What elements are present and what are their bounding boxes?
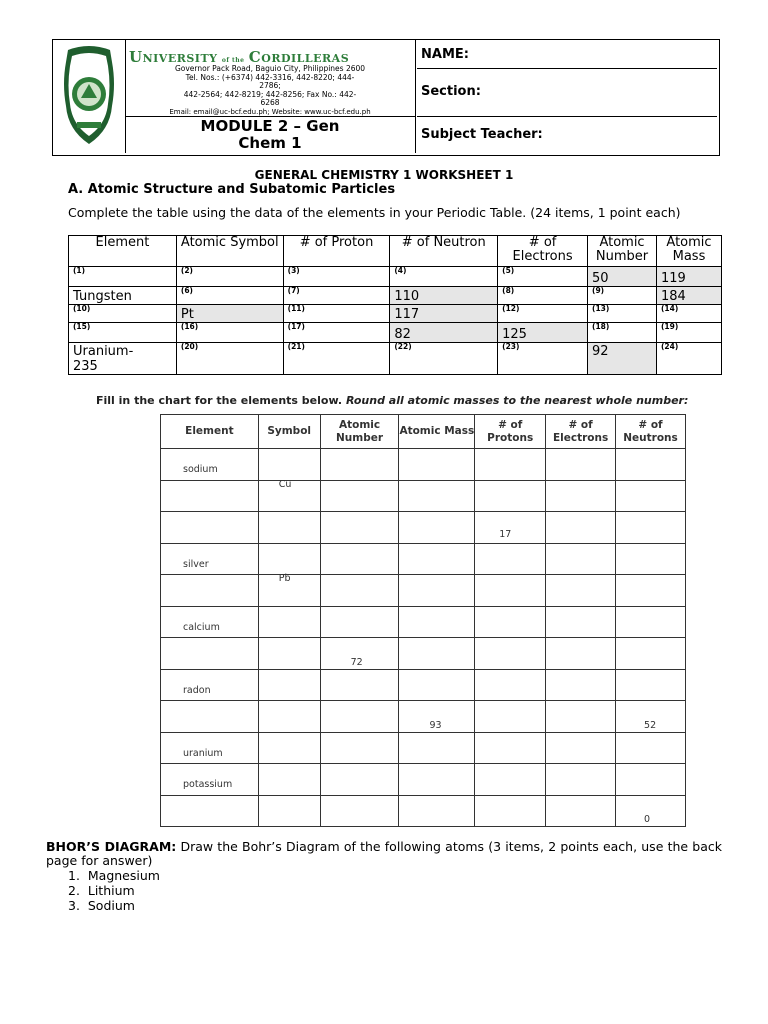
item-number: (14) bbox=[660, 304, 679, 313]
table-cell[interactable] bbox=[546, 638, 616, 670]
table-cell[interactable] bbox=[498, 267, 588, 287]
table-cell[interactable] bbox=[390, 267, 498, 287]
table-cell[interactable] bbox=[176, 323, 283, 343]
cell-value: sodium bbox=[183, 464, 218, 475]
table-cell[interactable] bbox=[588, 305, 657, 323]
subject-teacher-label: Subject Teacher: bbox=[421, 127, 543, 142]
university-initial-c: C bbox=[248, 48, 262, 66]
name-label: NAME: bbox=[421, 47, 469, 62]
item-number: (22) bbox=[394, 342, 412, 351]
column-header: Atomic Symbol bbox=[176, 236, 283, 267]
table-cell[interactable] bbox=[616, 669, 686, 701]
cell-value: 52 bbox=[644, 720, 657, 731]
column-header: # of Protons bbox=[475, 415, 546, 449]
item-number: (18) bbox=[592, 322, 610, 331]
table-cell[interactable] bbox=[475, 449, 546, 481]
table-row bbox=[161, 575, 686, 607]
bohr-text: Draw the Bohr’s Diagram of the following atoms (3 items, 2 points each, use the back page for answer) bbox=[46, 839, 722, 868]
table-cell[interactable] bbox=[546, 795, 616, 827]
table-cell[interactable] bbox=[616, 449, 686, 481]
cell-value: 117 bbox=[394, 307, 420, 322]
table-cell bbox=[258, 480, 320, 512]
item-number: (4) bbox=[394, 266, 407, 275]
fill-chart-title-plain: Fill in the chart for the elements below. bbox=[96, 394, 343, 407]
item-number: (10) bbox=[73, 304, 91, 313]
fill-chart-title bbox=[96, 394, 688, 407]
cell-value: Uranium-235 bbox=[73, 344, 134, 374]
table-cell[interactable] bbox=[320, 449, 399, 481]
cell-value: 184 bbox=[660, 289, 686, 304]
item-number: (15) bbox=[73, 322, 91, 331]
cell-value: 72 bbox=[350, 657, 363, 668]
table-cell[interactable] bbox=[475, 606, 546, 638]
table-header-row bbox=[69, 236, 722, 267]
item-number: (5) bbox=[502, 266, 515, 275]
fill-chart-table bbox=[160, 414, 686, 827]
column-header: # of Electrons bbox=[498, 236, 588, 267]
table-cell[interactable] bbox=[161, 512, 259, 544]
item-number: (1) bbox=[73, 266, 86, 275]
table-cell[interactable] bbox=[258, 638, 320, 670]
section-label: Section: bbox=[421, 84, 481, 99]
bohr-instruction bbox=[46, 840, 722, 868]
table-cell[interactable] bbox=[320, 480, 399, 512]
table-cell bbox=[176, 305, 283, 323]
table-cell[interactable] bbox=[320, 764, 399, 796]
table-cell bbox=[616, 701, 686, 733]
item-number: (8) bbox=[502, 286, 515, 295]
table-cell[interactable] bbox=[283, 305, 390, 323]
worksheet-title: GENERAL CHEMISTRY 1 WORKSHEET 1 bbox=[254, 168, 514, 182]
table-row bbox=[161, 764, 686, 796]
contact-line: Email: email@uc-bcf.edu.ph; Website: www.uc-bcf.edu.ph bbox=[169, 108, 371, 116]
table-cell bbox=[588, 267, 657, 287]
cell-value: 0 bbox=[644, 813, 651, 825]
table-cell[interactable] bbox=[498, 343, 588, 375]
table-cell[interactable] bbox=[258, 701, 320, 733]
table-row bbox=[161, 669, 686, 701]
list-item-label: Magnesium bbox=[87, 868, 160, 883]
table-cell[interactable] bbox=[320, 669, 399, 701]
table-cell[interactable] bbox=[258, 449, 320, 481]
table-cell[interactable] bbox=[475, 575, 546, 607]
subject-teacher-field[interactable] bbox=[417, 117, 717, 153]
column-header: Symbol bbox=[258, 415, 320, 449]
table-cell[interactable] bbox=[546, 480, 616, 512]
cell-value: 110 bbox=[394, 289, 420, 304]
name-field[interactable] bbox=[417, 40, 717, 69]
table-cell[interactable] bbox=[320, 512, 399, 544]
table-cell[interactable] bbox=[258, 606, 320, 638]
table-cell[interactable] bbox=[475, 701, 546, 733]
table-cell[interactable] bbox=[258, 512, 320, 544]
table-cell[interactable] bbox=[546, 669, 616, 701]
table-cell[interactable] bbox=[475, 795, 546, 827]
table-row bbox=[69, 287, 722, 305]
table-cell[interactable] bbox=[320, 795, 399, 827]
table-cell bbox=[390, 305, 498, 323]
table-cell bbox=[161, 606, 259, 638]
item-number: (7) bbox=[287, 286, 300, 295]
table-cell[interactable] bbox=[656, 323, 721, 343]
table-cell[interactable] bbox=[283, 323, 390, 343]
table-cell[interactable] bbox=[399, 449, 475, 481]
list-item: 2. Lithium bbox=[68, 883, 135, 898]
table-cell[interactable] bbox=[161, 480, 259, 512]
item-number: (6) bbox=[180, 286, 193, 295]
table-row bbox=[161, 638, 686, 670]
address-line-5: 6268 bbox=[260, 98, 280, 107]
table-cell[interactable] bbox=[546, 606, 616, 638]
column-header: # of Neutron bbox=[390, 236, 498, 267]
table-cell[interactable] bbox=[546, 543, 616, 575]
table-cell[interactable] bbox=[161, 795, 259, 827]
item-number: (23) bbox=[502, 342, 520, 351]
table-cell bbox=[69, 287, 177, 305]
item-number: (11) bbox=[287, 304, 305, 313]
table-cell[interactable] bbox=[176, 343, 283, 375]
table-cell[interactable] bbox=[161, 575, 259, 607]
cell-value: uranium bbox=[183, 747, 223, 759]
table-cell bbox=[588, 343, 657, 375]
list-item-label: Lithium bbox=[87, 883, 135, 898]
cell-value: 93 bbox=[429, 720, 442, 731]
table-cell[interactable] bbox=[320, 732, 399, 764]
table-cell bbox=[390, 323, 498, 343]
table-row bbox=[69, 305, 722, 323]
table-cell[interactable] bbox=[69, 267, 177, 287]
list-item: 3. Sodium bbox=[68, 898, 135, 913]
cell-value: Cu bbox=[278, 478, 292, 490]
table-row bbox=[161, 606, 686, 638]
table-cell[interactable] bbox=[176, 287, 283, 305]
column-header: # of Neutrons bbox=[616, 415, 686, 449]
module-title bbox=[125, 118, 415, 152]
item-number: (13) bbox=[592, 304, 610, 313]
cell-value: calcium bbox=[183, 621, 220, 633]
table-cell bbox=[161, 732, 259, 764]
table-cell bbox=[161, 764, 259, 796]
table-cell[interactable] bbox=[258, 669, 320, 701]
table-cell bbox=[161, 543, 259, 575]
table-cell[interactable] bbox=[475, 638, 546, 670]
table-cell[interactable] bbox=[399, 606, 475, 638]
cell-value: 82 bbox=[394, 327, 411, 342]
table-cell[interactable] bbox=[475, 480, 546, 512]
table-row bbox=[161, 795, 686, 827]
university-word-university: NIVERSITY bbox=[142, 52, 218, 65]
section-field[interactable] bbox=[417, 69, 717, 117]
table-cell[interactable] bbox=[588, 323, 657, 343]
table-cell[interactable] bbox=[498, 305, 588, 323]
table-cell[interactable] bbox=[69, 323, 177, 343]
table-cell[interactable] bbox=[546, 449, 616, 481]
table-cell[interactable] bbox=[498, 287, 588, 305]
item-number: (17) bbox=[287, 322, 305, 331]
list-item: 1. Magnesium bbox=[68, 868, 160, 883]
cell-value: potassium bbox=[183, 779, 233, 790]
table-row bbox=[69, 343, 722, 375]
table-cell[interactable] bbox=[69, 305, 177, 323]
item-number: (2) bbox=[180, 266, 193, 275]
table-cell[interactable] bbox=[588, 287, 657, 305]
table-cell[interactable] bbox=[616, 543, 686, 575]
table-cell[interactable] bbox=[258, 543, 320, 575]
table-cell[interactable] bbox=[258, 795, 320, 827]
table-cell bbox=[616, 795, 686, 827]
item-number: (21) bbox=[287, 342, 305, 351]
table-cell[interactable] bbox=[258, 732, 320, 764]
table-cell[interactable] bbox=[546, 732, 616, 764]
table-cell[interactable] bbox=[399, 575, 475, 607]
column-header: Atomic Mass bbox=[399, 415, 475, 449]
header-box bbox=[52, 39, 720, 156]
cell-value: silver bbox=[183, 558, 209, 570]
table-cell[interactable] bbox=[616, 732, 686, 764]
table-cell[interactable] bbox=[656, 305, 721, 323]
item-number: (12) bbox=[502, 304, 520, 313]
table-cell[interactable] bbox=[616, 512, 686, 544]
table-cell[interactable] bbox=[176, 267, 283, 287]
table-cell[interactable] bbox=[546, 701, 616, 733]
table-cell[interactable] bbox=[283, 287, 390, 305]
table-cell[interactable] bbox=[399, 543, 475, 575]
table-cell bbox=[498, 323, 588, 343]
university-info-cell bbox=[125, 40, 416, 117]
cell-value: Tungsten bbox=[73, 289, 132, 304]
table-cell bbox=[161, 449, 259, 481]
fill-chart-header-row bbox=[161, 415, 686, 449]
cell-value: Pb bbox=[278, 573, 291, 584]
bohr-item-list bbox=[68, 868, 160, 913]
table-cell[interactable] bbox=[546, 512, 616, 544]
module-title-line-1: MODULE 2 – Gen bbox=[200, 117, 340, 135]
table-cell[interactable] bbox=[616, 480, 686, 512]
table-cell[interactable] bbox=[616, 764, 686, 796]
cell-value: radon bbox=[183, 684, 211, 696]
cell-value: 17 bbox=[499, 529, 512, 540]
atomic-structure-table bbox=[68, 235, 722, 375]
table-row bbox=[161, 543, 686, 575]
address-line-1: Governor Pack Road, Baguio City, Philippines 2600 bbox=[174, 64, 366, 73]
part-a-title: A. Atomic Structure and Subatomic Particles bbox=[68, 182, 396, 197]
table-cell[interactable] bbox=[161, 701, 259, 733]
cell-value: Pt bbox=[180, 307, 194, 322]
item-number: (19) bbox=[660, 322, 679, 331]
logo-cell bbox=[53, 40, 126, 153]
item-number: (9) bbox=[592, 286, 605, 295]
cell-value: 92 bbox=[592, 344, 609, 359]
column-header: Element bbox=[69, 236, 177, 267]
table-cell bbox=[399, 701, 475, 733]
module-title-line-2: Chem 1 bbox=[238, 134, 302, 152]
table-cell[interactable] bbox=[399, 638, 475, 670]
fill-chart-title-italic: Round all atomic masses to the nearest whole number: bbox=[345, 394, 689, 407]
table-cell bbox=[390, 287, 498, 305]
table-cell[interactable] bbox=[399, 795, 475, 827]
university-seal-icon bbox=[62, 44, 116, 148]
table-cell[interactable] bbox=[399, 480, 475, 512]
part-a-instruction: Complete the table using the data of the elements in your Periodic Table. (24 items, 1 point each) bbox=[68, 205, 681, 220]
table-cell[interactable] bbox=[320, 575, 399, 607]
table-cell[interactable] bbox=[283, 343, 390, 375]
address-line-3: 2786; bbox=[259, 81, 281, 90]
table-cell[interactable] bbox=[320, 701, 399, 733]
table-cell bbox=[656, 287, 721, 305]
list-item-label: Sodium bbox=[87, 898, 135, 913]
item-number: (3) bbox=[287, 266, 300, 275]
address-line-2: Tel. Nos.: (+6374) 442-3316, 442-8220; 444- bbox=[185, 73, 355, 82]
table-cell[interactable] bbox=[475, 543, 546, 575]
address-line-4: 442-2564; 442-8219; 442-8256; Fax No.: 442- bbox=[183, 90, 357, 99]
table-row bbox=[161, 512, 686, 544]
table-cell[interactable] bbox=[616, 575, 686, 607]
table-cell[interactable] bbox=[399, 732, 475, 764]
table-cell[interactable] bbox=[399, 764, 475, 796]
table-cell[interactable] bbox=[656, 343, 721, 375]
table-cell bbox=[656, 267, 721, 287]
university-word-cordilleras: ORDILLERAS bbox=[261, 52, 350, 65]
column-header: Atomic Number bbox=[320, 415, 399, 449]
table-cell[interactable] bbox=[399, 669, 475, 701]
table-row bbox=[161, 449, 686, 481]
university-word-of-the: of the bbox=[221, 57, 245, 64]
table-row bbox=[161, 732, 686, 764]
table-row bbox=[161, 701, 686, 733]
column-header: # of Proton bbox=[283, 236, 390, 267]
table-cell[interactable] bbox=[616, 638, 686, 670]
table-cell bbox=[320, 638, 399, 670]
table-cell[interactable] bbox=[320, 606, 399, 638]
table-cell[interactable] bbox=[475, 669, 546, 701]
table-cell[interactable] bbox=[258, 764, 320, 796]
item-number: (16) bbox=[180, 322, 199, 331]
column-header: Element bbox=[161, 415, 259, 449]
table-cell[interactable] bbox=[390, 343, 498, 375]
table-row bbox=[69, 323, 722, 343]
table-cell[interactable] bbox=[616, 606, 686, 638]
table-cell[interactable] bbox=[475, 732, 546, 764]
item-number: (20) bbox=[180, 342, 199, 351]
table-cell[interactable] bbox=[546, 764, 616, 796]
university-initial-u: U bbox=[129, 48, 143, 66]
table-cell[interactable] bbox=[320, 543, 399, 575]
column-header: Atomic Mass bbox=[656, 236, 721, 267]
table-cell bbox=[69, 343, 177, 375]
table-row bbox=[161, 480, 686, 512]
item-number: (24) bbox=[660, 342, 679, 351]
cell-value: 119 bbox=[660, 271, 686, 286]
table-cell[interactable] bbox=[475, 764, 546, 796]
module-cell bbox=[125, 117, 416, 153]
bohr-label: BHOR’S DIAGRAM: bbox=[46, 839, 177, 854]
column-header: Atomic Number bbox=[588, 236, 657, 267]
table-cell[interactable] bbox=[283, 267, 390, 287]
table-cell bbox=[475, 512, 546, 544]
table-cell[interactable] bbox=[161, 638, 259, 670]
table-cell bbox=[161, 669, 259, 701]
cell-value: 125 bbox=[502, 327, 527, 342]
table-row bbox=[69, 267, 722, 287]
cell-value: 50 bbox=[592, 271, 609, 286]
table-cell[interactable] bbox=[399, 512, 475, 544]
column-header: # of Electrons bbox=[546, 415, 616, 449]
table-cell bbox=[258, 575, 320, 607]
table-cell[interactable] bbox=[546, 575, 616, 607]
